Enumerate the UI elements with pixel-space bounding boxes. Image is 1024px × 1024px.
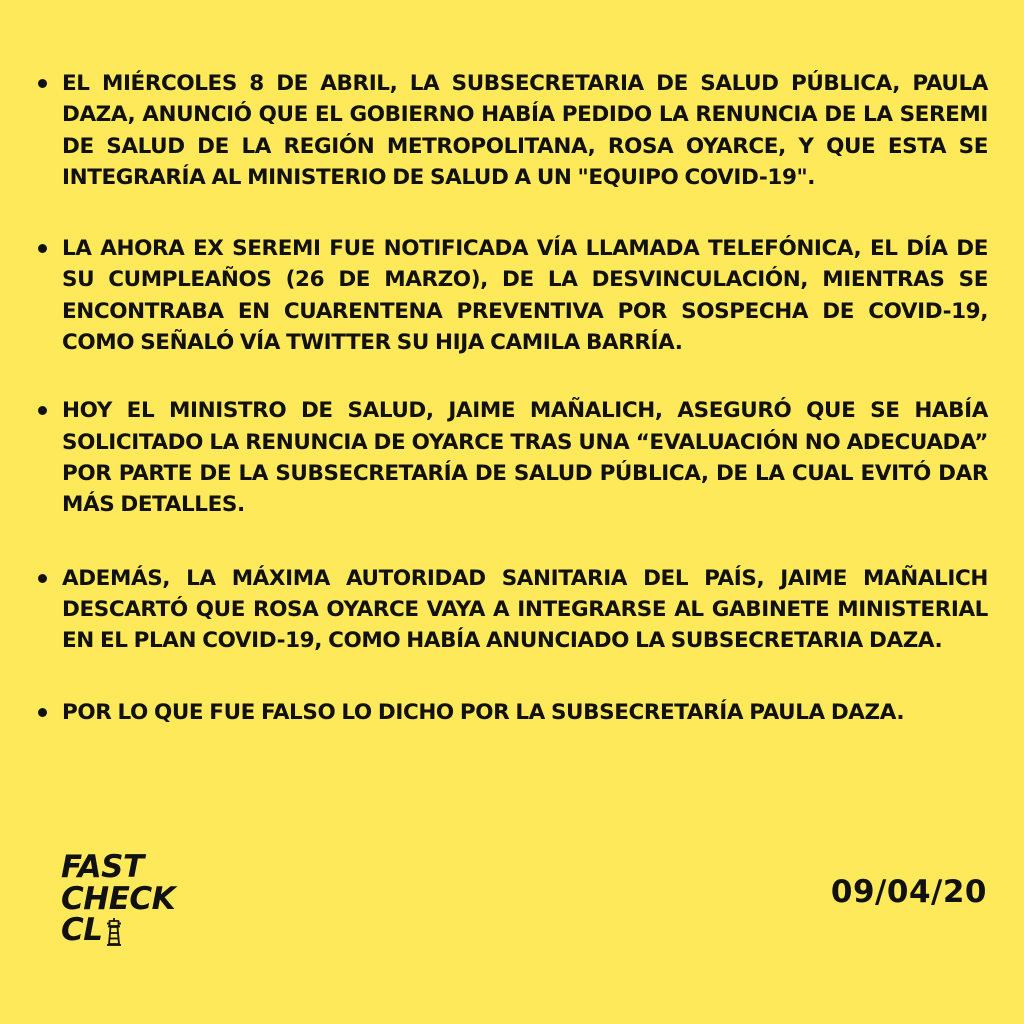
fact-text: ADEMÁS, LA MÁXIMA AUTORIDAD SANITARIA DEL PAÍS, JAIME MAÑALICH DESCARTÓ QUE ROSA OYARCE VAYA A INTEGRARSE AL GABINETE MINISTERIAL EN EL PLAN COVID-19, COMO HABÍA ANUNCIADO LA SUBSECRETARIA DAZA. bbox=[62, 565, 988, 654]
logo-line-fast: FAST bbox=[61, 849, 144, 885]
fact-text: POR LO QUE FUE FALSO LO DICHO POR LA SUBSECRETARÍA PAULA DAZA. bbox=[62, 700, 905, 726]
lighthouse-icon bbox=[105, 917, 123, 947]
bullet-icon bbox=[38, 697, 62, 728]
bullet-icon bbox=[38, 563, 62, 594]
fact-item bbox=[38, 68, 988, 193]
logo-line-check: CHECK bbox=[61, 880, 176, 917]
fact-text: HOY EL MINISTRO DE SALUD, JAIME MAÑALICH, ASEGURÓ QUE SE HABÍA SOLICITADO LA RENUNCIA DE OYARCE TRAS UNA “EVALUACIÓN NO ADECUADA” POR PARTE DE LA SUBSECRETARÍA DE SALUD PÚBLICA, DE LA CUAL EVITÓ DAR MÁS DETALLES. bbox=[62, 398, 988, 518]
fact-item bbox=[38, 395, 988, 520]
fact-item bbox=[38, 563, 988, 657]
fact-item bbox=[38, 697, 988, 728]
fact-item bbox=[38, 233, 988, 358]
bullet-icon bbox=[38, 68, 62, 99]
fact-text: LA AHORA EX SEREMI FUE NOTIFICADA VÍA LLAMADA TELEFÓNICA, EL DÍA DE SU CUMPLEAÑOS (26 DE MARZO), DE LA DESVINCULACIÓN, MIENTRAS SE ENCONTRABA EN CUARENTENA PREVENTIVA POR SOSPECHA DE COVID-19, COMO SEÑALÓ VÍA TWITTER SU HIJA CAMILA BARRÍA. bbox=[62, 236, 988, 356]
fact-list bbox=[38, 68, 988, 769]
logo-line-cl-text: CL bbox=[61, 912, 103, 948]
logo-line-cl bbox=[61, 912, 261, 948]
publish-date: 09/04/20 bbox=[830, 874, 987, 910]
bullet-icon bbox=[38, 395, 62, 426]
fact-text: EL MIÉRCOLES 8 DE ABRIL, LA SUBSECRETARIA DE SALUD PÚBLICA, PAULA DAZA, ANUNCIÓ QUE EL GOBIERNO HABÍA PEDIDO LA RENUNCIA DE LA SEREMI DE SALUD DE LA REGIÓN METROPOLITANA, ROSA OYARCE, Y QUE ESTA SE INTEGRARÍA AL MINISTERIO DE SALUD A UN "EQUIPO COVID-19". bbox=[62, 71, 988, 190]
bullet-icon bbox=[38, 233, 62, 264]
fastcheck-logo bbox=[61, 849, 261, 948]
